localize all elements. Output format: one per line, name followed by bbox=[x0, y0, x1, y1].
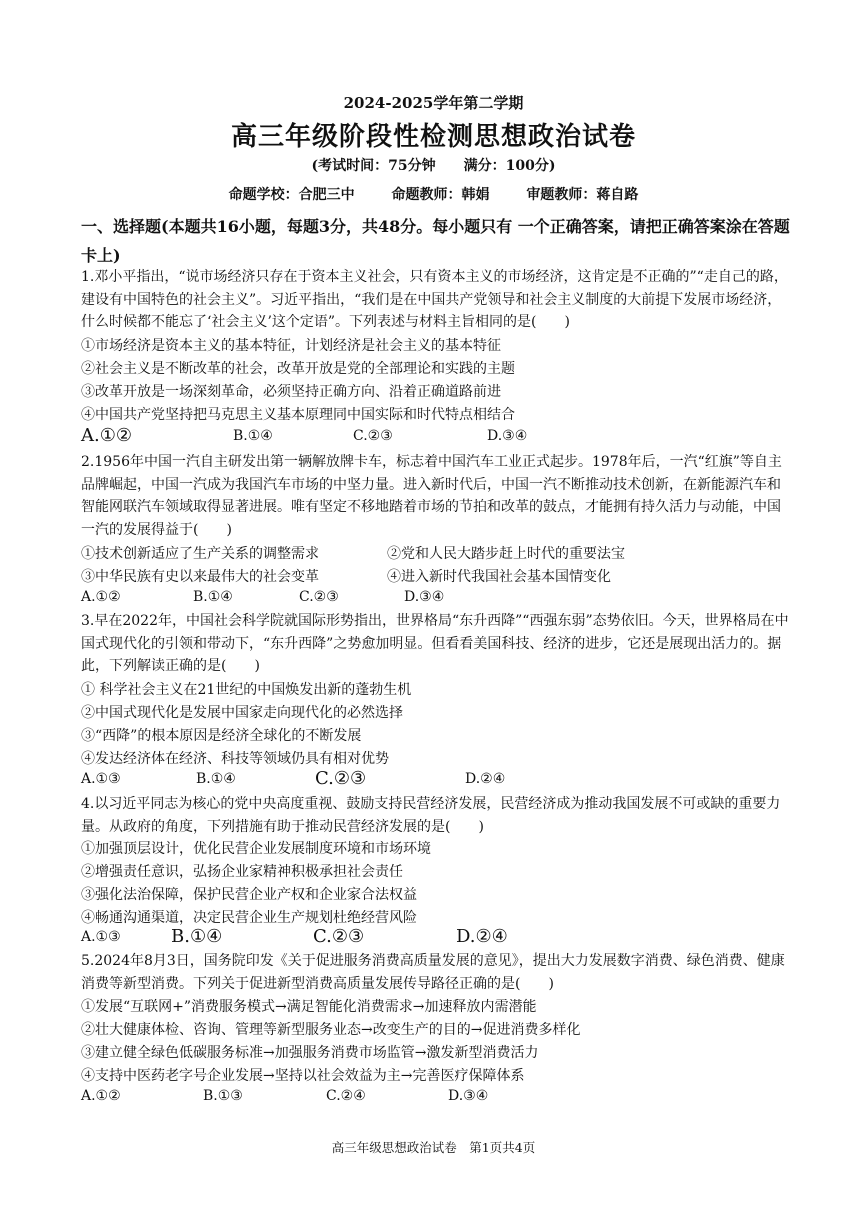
section-heading: 一、选择题(本题共16小题，每题3分，共48分。每小题只有 一个正确答案，请把正确答案涂在答题卡上) bbox=[81, 217, 790, 265]
question-stem: 5.2024年8月3日，国务院印发《关于促进服务消费高质量发展的意见》，提出大力发展数字消费、绿色消费、健康消费等新型消费。下列关于促进新型消费高质量发展传导路径正确的是( ) bbox=[81, 953, 785, 992]
options-row bbox=[81, 1088, 781, 1110]
question-stem: 4.以习近平同志为核心的党中央高度重视、鼓励支持民营经济发展，民营经济成为推动我国发展不可或缺的重要力量。从政府的角度，下列措施有助于推动民营经济发展的是( ) bbox=[81, 796, 781, 835]
statement-item: ①加强顶层设计，优化民营企业发展制度环境和市场环境 bbox=[81, 841, 431, 857]
school-label: 命题学校：合肥三中 bbox=[228, 187, 355, 203]
options-row bbox=[81, 768, 781, 793]
options-row bbox=[81, 589, 781, 611]
statement-item: ④中国共产党坚持把马克思主义基本原理同中国实际和时代特点相结合 bbox=[81, 407, 515, 423]
teacher-label: 命题教师：韩娟 bbox=[391, 187, 490, 203]
question-stem: 3.早在2022年，中国社会科学院就国际形势指出，世界格局“东升西降”“西强东弱”态势依旧。今天，世界格局在中国式现代化的引领和带动下，“东升西降”之势愈加明显。但看看美国科技、经济的进步，它还是展现出活力的。据此，下列解读正确的是( ) bbox=[81, 613, 789, 674]
school-year: 2024-2025学年第二学期 bbox=[343, 94, 524, 112]
statement-item: ④进入新时代我国社会基本国情变化 bbox=[387, 569, 611, 585]
question-stem: 1.邓小平指出，“说市场经济只存在于资本主义社会，只有资本主义的市场经济，这肯定是不正确的”“走自己的路，建设有中国特色的社会主义”。习近平指出，“我们是在中国共产党领导和社会主义制度的大前提下发展市场经济，什么时候都不能忘了‘社会主义’这个定语”。下列表述与材料主旨相同的是( ) bbox=[81, 269, 788, 330]
option-d: D.②④ bbox=[465, 771, 506, 787]
option-a: A.①③ bbox=[81, 929, 121, 945]
option-b: B.①④ bbox=[171, 926, 223, 947]
statement-item: ①市场经济是资本主义的基本特征，计划经济是社会主义的基本特征 bbox=[81, 338, 501, 354]
option-a: A.①③ bbox=[81, 771, 121, 787]
option-c: C.②③ bbox=[299, 589, 339, 605]
statement-item: ④支持中医药老字号企业发展→坚持以社会效益为主→完善医疗保障体系 bbox=[81, 1068, 525, 1084]
option-b: B.①④ bbox=[193, 589, 233, 605]
statement-item: ②社会主义是不断改革的社会，改革开放是党的全部理论和实践的主题 bbox=[81, 361, 515, 377]
statement-item: ① 科学社会主义在21世纪的中国焕发出新的蓬勃生机 bbox=[81, 682, 412, 698]
options-row bbox=[81, 926, 781, 951]
option-c: C.②④ bbox=[326, 1088, 366, 1104]
option-b: B.①④ bbox=[196, 771, 236, 787]
statement-item: ④发达经济体在经济、科技等领域仍具有相对优势 bbox=[81, 751, 389, 767]
page-title: 高三年级阶段性检测思想政治试卷 bbox=[230, 122, 636, 152]
page-footer: 高三年级思想政治试卷 第1页共4页 bbox=[331, 1140, 536, 1155]
statement-item: ②中国式现代化是发展中国家走向现代化的必然选择 bbox=[81, 705, 403, 721]
statement-item: ③“西降”的根本原因是经济全球化的不断发展 bbox=[81, 728, 362, 744]
option-a: A.①② bbox=[81, 1088, 121, 1104]
statement-item: ③建立健全绿色低碳服务标准→加强服务消费市场监管→激发新型消费活力 bbox=[81, 1045, 539, 1061]
statement-item: ②党和人民大踏步赶上时代的重要法宝 bbox=[387, 546, 625, 562]
statement-item: ①技术创新适应了生产关系的调整需求 bbox=[81, 546, 319, 562]
statement-item: ②壮大健康体检、咨询、管理等新型服务业态→改变生产的目的→促进消费多样化 bbox=[81, 1022, 581, 1038]
statement-item: ①发展“互联网+”消费服务模式→满足智能化消费需求→加速释放内需潜能 bbox=[81, 999, 537, 1015]
option-b: B.①④ bbox=[233, 428, 273, 444]
option-c: C.②③ bbox=[313, 926, 365, 947]
question-stem: 2.1956年中国一汽自主研发出第一辆解放牌卡车，标志着中国汽车工业正式起步。1978年后，一汽“红旗”等自主品牌崛起，中国一汽成为我国汽车市场的中坚力量。进入新时代后，中国一汽不断推动技术创新，在新能源汽车和智能网联汽车领域取得显著进展。唯有坚定不移地踏着市场的节拍和改革的鼓点，才能拥有持久活力与动能，中国一汽的发展得益于( ) bbox=[81, 454, 782, 538]
option-a: A.①② bbox=[81, 589, 121, 605]
exam-info: (考试时间：75分钟 满分：100分) bbox=[311, 158, 556, 174]
reviewer-label: 审题教师：蒋自路 bbox=[526, 187, 639, 203]
options-row bbox=[81, 425, 781, 450]
option-b: B.①③ bbox=[203, 1088, 243, 1104]
statement-item: ②增强责任意识，弘扬企业家精神积极承担社会责任 bbox=[81, 864, 403, 880]
option-d: D.③④ bbox=[487, 428, 528, 444]
statement-item: ③强化法治保障，保护民营企业产权和企业家合法权益 bbox=[81, 887, 417, 903]
statement-item: ④畅通沟通渠道，决定民营企业生产规划杜绝经营风险 bbox=[81, 910, 417, 926]
statement-item: ③改革开放是一场深刻革命，必须坚持正确方向、沿着正确道路前进 bbox=[81, 384, 501, 400]
option-c: C.②③ bbox=[315, 768, 367, 789]
author-line bbox=[0, 184, 867, 204]
option-c: C.②③ bbox=[353, 428, 393, 444]
option-d: D.②④ bbox=[456, 926, 508, 947]
option-a: A.①② bbox=[81, 425, 132, 446]
option-d: D.③④ bbox=[448, 1088, 489, 1104]
option-d: D.③④ bbox=[404, 589, 445, 605]
statement-item: ③中华民族有史以来最伟大的社会变革 bbox=[81, 569, 319, 585]
